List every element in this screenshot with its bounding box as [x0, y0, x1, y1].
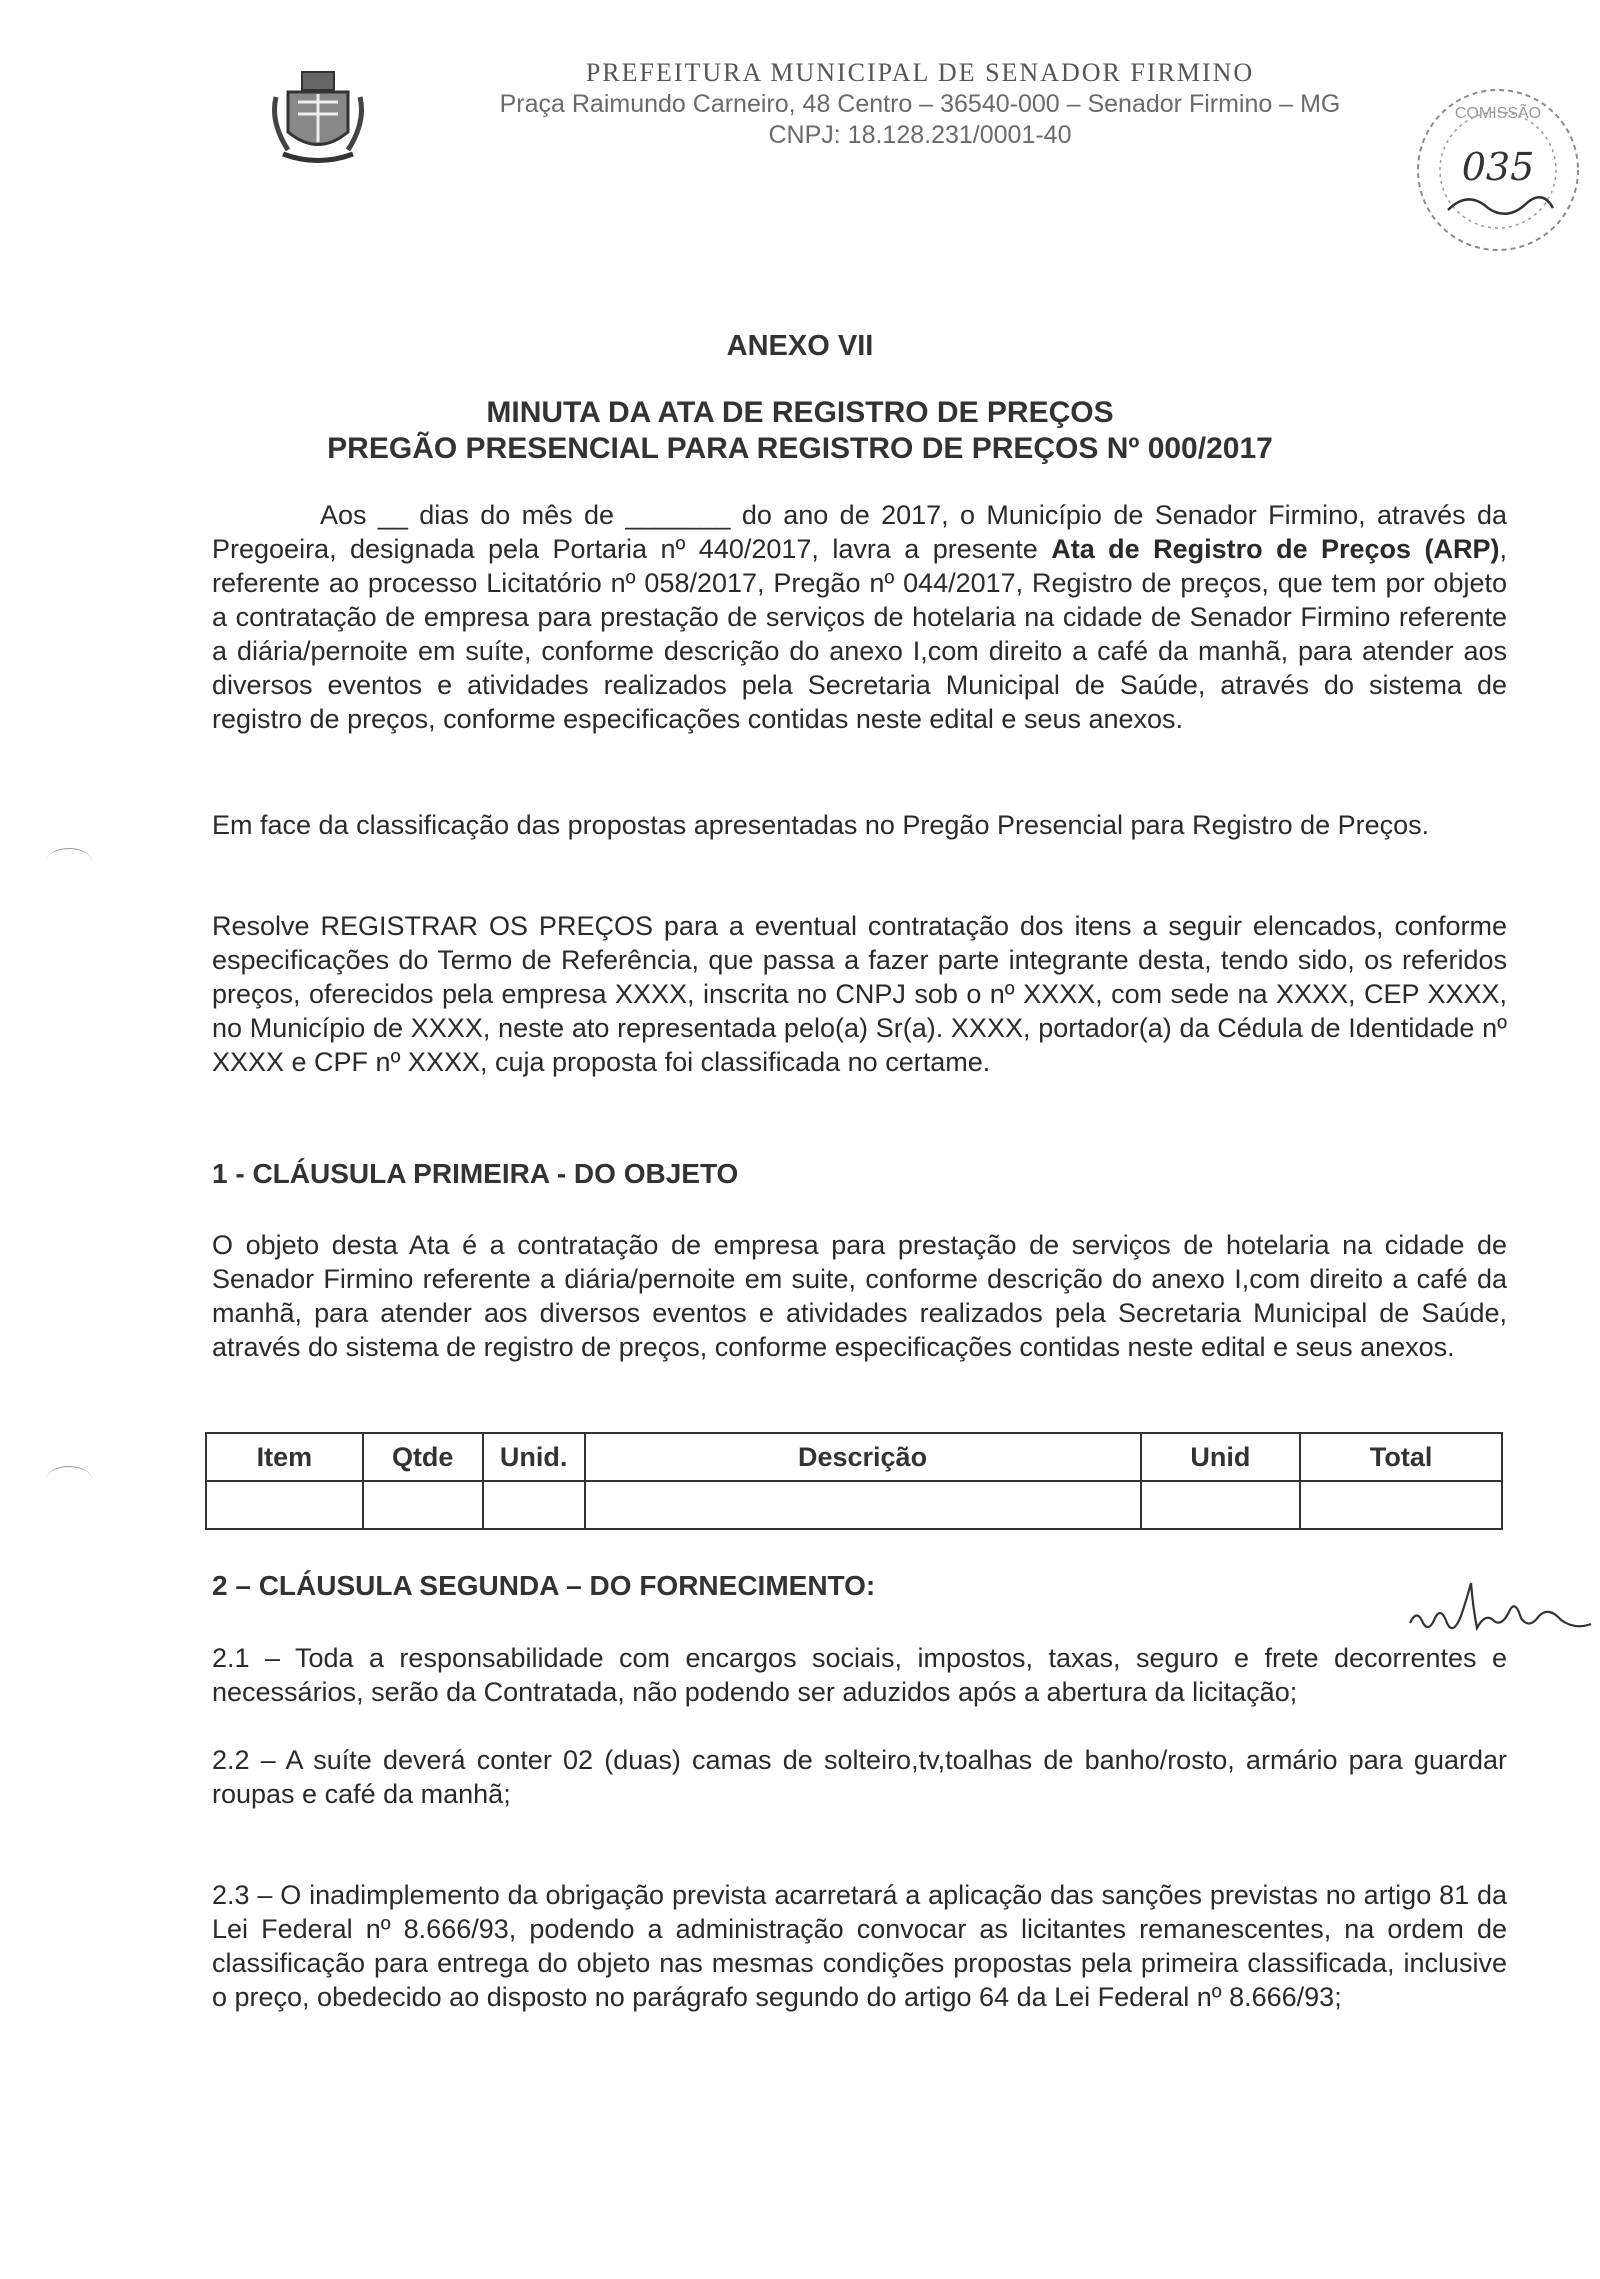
classification-paragraph: Em face da classificação das propostas apresentadas no Pregão Presencial para Registro de Preços.	[212, 810, 1430, 840]
col-unid-price: Unid	[1141, 1433, 1301, 1481]
resolution-paragraph: Resolve REGISTRAR OS PREÇOS para a eventual contratação dos itens a seguir elencados, conforme especificações do Termo de Referência, que passa a fazer parte integrante desta, tendo sido, os referidos preços, oferecidos pela empresa XXXX, inscrita no CNPJ sob o nº XXXX, com sede na XXXX, CEP XXXX, no Município de XXXX, neste ato representada pelo(a) Sr(a). XXXX, portador(a) da Cédula de Identidade nº XXXX e CPF nº XXXX, cuja proposta foi classificada no certame.	[212, 911, 1507, 1077]
clause1-heading: 1 - CLÁUSULA PRIMEIRA - DO OBJETO	[212, 1158, 739, 1189]
punch-mark	[46, 1466, 92, 1493]
clause2-heading: 2 – CLÁUSULA SEGUNDA – DO FORNECIMENTO:	[212, 1570, 876, 1601]
minute-title: MINUTA DA ATA DE REGISTRO DE PREÇOS	[486, 396, 1114, 429]
commission-stamp	[1408, 80, 1588, 260]
col-total: Total	[1300, 1433, 1502, 1481]
table-row	[206, 1481, 1502, 1529]
org-name: PREFEITURA MUNICIPAL DE SENADOR FIRMINO	[585, 58, 1255, 87]
stamp-text: COMISSÃO	[1454, 105, 1542, 122]
clause-2-2: 2.2 – A suíte deverá conter 02 (duas) camas de solteiro,tv,toalhas de banho/rosto, armário para guardar roupas e café da manhã;	[212, 1745, 1507, 1809]
opening-paragraph	[212, 498, 1507, 736]
handwritten-signature	[1405, 1578, 1595, 1648]
clause-2-1: 2.1 – Toda a responsabilidade com encargos sociais, impostos, taxas, seguro e frete decorrentes e necessários, serão da Contratada, não podendo ser aduzidos após a abertura da licitação;	[212, 1643, 1507, 1707]
col-unid: Unid.	[483, 1433, 585, 1481]
municipal-crest-icon	[268, 62, 368, 167]
punch-mark	[46, 848, 92, 875]
clause-2-3: 2.3 – O inadimplemento da obrigação prevista acarretará a aplicação das sanções previstas no artigo 81 da Lei Federal nº 8.666/93, podendo a administração convocar as licitantes remanescentes, na ordem de classificação para entrega do objeto nas mesmas condições propostas pela primeira classificada, inclusive o preço, obedecido ao disposto no parágrafo segundo do artigo 64 da Lei Federal nº 8.666/93;	[212, 1880, 1507, 2012]
object-paragraph: O objeto desta Ata é a contratação de empresa para prestação de serviços de hotelaria na cidade de Senador Firmino referente a diária/pernoite em suite, conforme descrição do anexo I,com direito a café da manhã, para atender aos diversos eventos e atividades realizados pela Secretaria Municipal de Saúde, através do sistema de registro de preços, conforme especificações contidas neste edital e seus anexos.	[212, 1230, 1507, 1362]
stamp-number: 035	[1461, 145, 1535, 189]
auction-title: PREGÃO PRESENCIAL PARA REGISTRO DE PREÇOS Nº 000/2017	[327, 432, 1273, 465]
items-table	[205, 1432, 1503, 1530]
org-address: Praça Raimundo Carneiro, 48 Centro – 36540-000 – Senador Firmino – MG	[499, 90, 1341, 118]
opening-text-a: Aos __ dias do mês de _______ do ano de 2017, o Município de Senador Firmino, através da Pregoeira, designada pela Portaria nº 440/2017, lavra a presente	[212, 500, 1507, 564]
col-descricao: Descrição	[585, 1433, 1141, 1481]
col-item: Item	[206, 1433, 363, 1481]
org-cnpj: CNPJ: 18.128.231/0001-40	[768, 121, 1072, 149]
opening-text-b: , referente ao processo Licitatório nº 058/2017, Pregão nº 044/2017, Registro de preços, que tem por objeto a contratação de empresa para prestação de serviços de hotelaria na cidade de Senador Firmino referente a diária/pernoite em suíte, conforme descrição do anexo I,com direito a café da manhã, para atender aos diversos eventos e atividades realizados pela Secretaria Municipal de Saúde, através do sistema de registro de preços, conforme especificações contidas neste edital e seus anexos.	[212, 534, 1508, 734]
letterhead	[420, 58, 1420, 150]
table-header-row	[206, 1433, 1502, 1481]
col-qtde: Qtde	[363, 1433, 483, 1481]
opening-text-bold: Ata de Registro de Preços (ARP)	[1051, 534, 1500, 564]
annex-title: ANEXO VII	[726, 330, 874, 362]
